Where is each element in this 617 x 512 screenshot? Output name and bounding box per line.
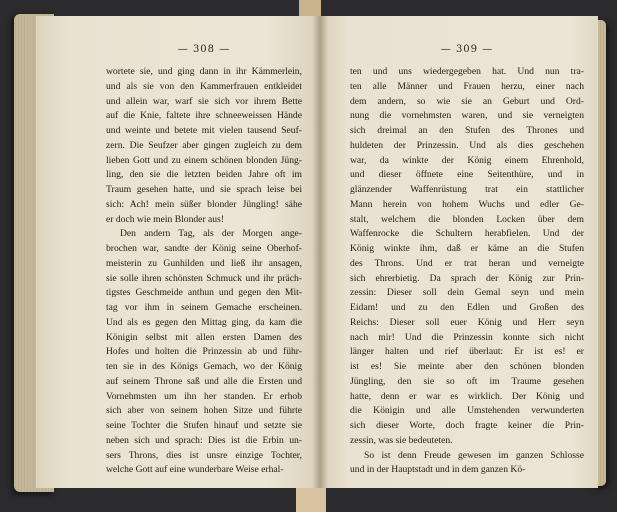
text-line: Und als es gegen den Mittag ging, da kam die	[106, 316, 302, 328]
text-line: sich ehrerbietig. Da sprach der König zur Prin-	[350, 272, 584, 284]
text-line: und allein war, warf sie sich vor ihrem Bette	[106, 95, 302, 107]
book-spine-top	[299, 0, 321, 16]
text-line: auf die Knie, faltete ihre schneeweissen Hände	[106, 110, 302, 122]
right-page-number: — 309 —	[440, 44, 494, 55]
right-page-text	[350, 65, 584, 478]
text-line: zessin: Dieser soll dein Gemal seyn und mein	[350, 287, 584, 299]
text-line: sie solle ihren schönsten Schmuck und ihr präch-	[106, 272, 302, 284]
text-line: nung die vornehmsten waren, und sie verneigten	[350, 110, 584, 122]
text-line: So ist denn Freude gewesen im ganzen Schlosse	[364, 449, 584, 461]
text-line: sers Throns, dies ist unsre einzige Tochter,	[106, 449, 302, 461]
left-page-text	[106, 65, 302, 478]
text-line: Jüngling, den sie so oft im Traume gesehen	[350, 375, 584, 387]
text-line: die Königin und alle Umstehenden verwunderten	[350, 405, 584, 417]
text-line: ling, den sie die letzten beiden Jahre oft im	[106, 169, 302, 181]
text-line: ten sie in des Königs Gemach, wo der König	[106, 361, 302, 372]
text-line: huldeten der Prinzessin. Und als dies geschehen	[350, 139, 584, 151]
text-line: war, da winkte der König einem Ehrenhold,	[350, 154, 584, 166]
text-line: seine Tochter die Stufen hinauf und setzte sie	[106, 420, 302, 431]
text-line: Waffenrocke die Schultern herabfielen. Und der	[350, 228, 584, 240]
text-line: hatte, denn er war es wirklich. Der König und	[350, 390, 584, 402]
text-line: Traum gesehen hatte, und sie sprach leise bei	[106, 184, 302, 195]
text-line: zern. Die Seufzer aber gingen zugleich zu dem	[106, 139, 302, 151]
text-line: Hofes und holten die Prinzessin ab und führ-	[106, 346, 302, 358]
text-line: er doch wie mein Blonder aus!	[106, 213, 225, 225]
text-line: König winkte ihm, daß er käme an die Stufen	[350, 243, 584, 254]
text-line: Königin selbst mit allen ersten Damen des	[106, 331, 302, 343]
text-line: meisterin zu Gunhilden und ließ ihr ansagen,	[106, 257, 302, 269]
text-line: des Throns. Und er trat heran und verneigte	[350, 257, 584, 269]
text-line: Mann herein von hohem Wuchs und edler Ge-	[350, 198, 584, 210]
text-line: sich dreimal an den Stufen des Thrones und	[350, 125, 584, 136]
text-line: neben sich und sprach: Dies ist die Erbin un-	[106, 434, 302, 446]
text-line: sich: Ach! mein süßer blonder Jüngling! sähe	[106, 198, 302, 210]
text-line: zessin, was sie bedeuteten.	[350, 434, 453, 446]
text-line: brochen war, sandte der König seine Oberhof-	[106, 243, 302, 254]
left-page	[36, 16, 324, 488]
text-line: tag vor ihm in seinem Gemache erscheinen.	[106, 302, 302, 313]
text-line: ist es! Sie meinte aber den schönen blonden	[350, 361, 584, 372]
text-line: auf seinem Throne saß und alle die Ersten und	[106, 375, 302, 387]
text-line: und in der Hauptstadt und in dem ganzen Kö-	[350, 464, 526, 476]
text-line: Reichs: Dieser soll euer König und Herr seyn	[350, 316, 584, 328]
text-line: Den andern Tag, als der Morgen ange-	[120, 228, 302, 240]
text-line: länger halten und rief überlaut: Er ist es! er	[350, 346, 584, 358]
text-line: lieben Gott und zu einem schönen blonden Jüng-	[106, 154, 302, 166]
text-line: ten alle Männer und Frauen herzu, einer nach	[350, 80, 584, 92]
left-page-number: — 308 —	[177, 44, 231, 55]
text-line: ten und uns wiedergegeben hat. Und nun tra-	[350, 66, 584, 77]
text-line: stalt, welchem die blonden Locken über dem	[350, 213, 584, 225]
text-line: welche Gott auf eine wunderbare Weise erhal-	[106, 464, 284, 476]
text-line: Eidam! und zu den Edlen und Großen des	[350, 302, 584, 313]
text-line: sich dieser Worte, doch fragte keiner die Prin-	[350, 420, 584, 431]
text-line: glänzender Waffenrüstung trat ein stattlicher	[350, 184, 584, 195]
text-line: wortete sie, und ging dann in ihr Kämmerlein,	[106, 66, 302, 77]
text-line: und dieser öffnete eine Seitenthüre, und in	[350, 169, 584, 181]
text-line: tigstes Geschmeide anthun und gegen den Mit-	[106, 287, 302, 299]
right-page	[320, 16, 598, 488]
text-line: Vornehmsten um ihn her standen. Er erhob	[106, 390, 302, 402]
page-gutter	[312, 16, 328, 488]
text-line: dem andern, so wie sie an Geburt und Ord-	[350, 95, 584, 107]
text-line: und als sie von den Kammerfrauen entkleidet	[106, 80, 302, 92]
text-line: nach mir! Und die Prinzessin konnte sich nicht	[350, 331, 584, 343]
text-line: und weinte und betete mit vielen tausend Seuf-	[106, 125, 302, 136]
text-line: sich aber von seinem hohen Sitze und führte	[106, 405, 302, 417]
